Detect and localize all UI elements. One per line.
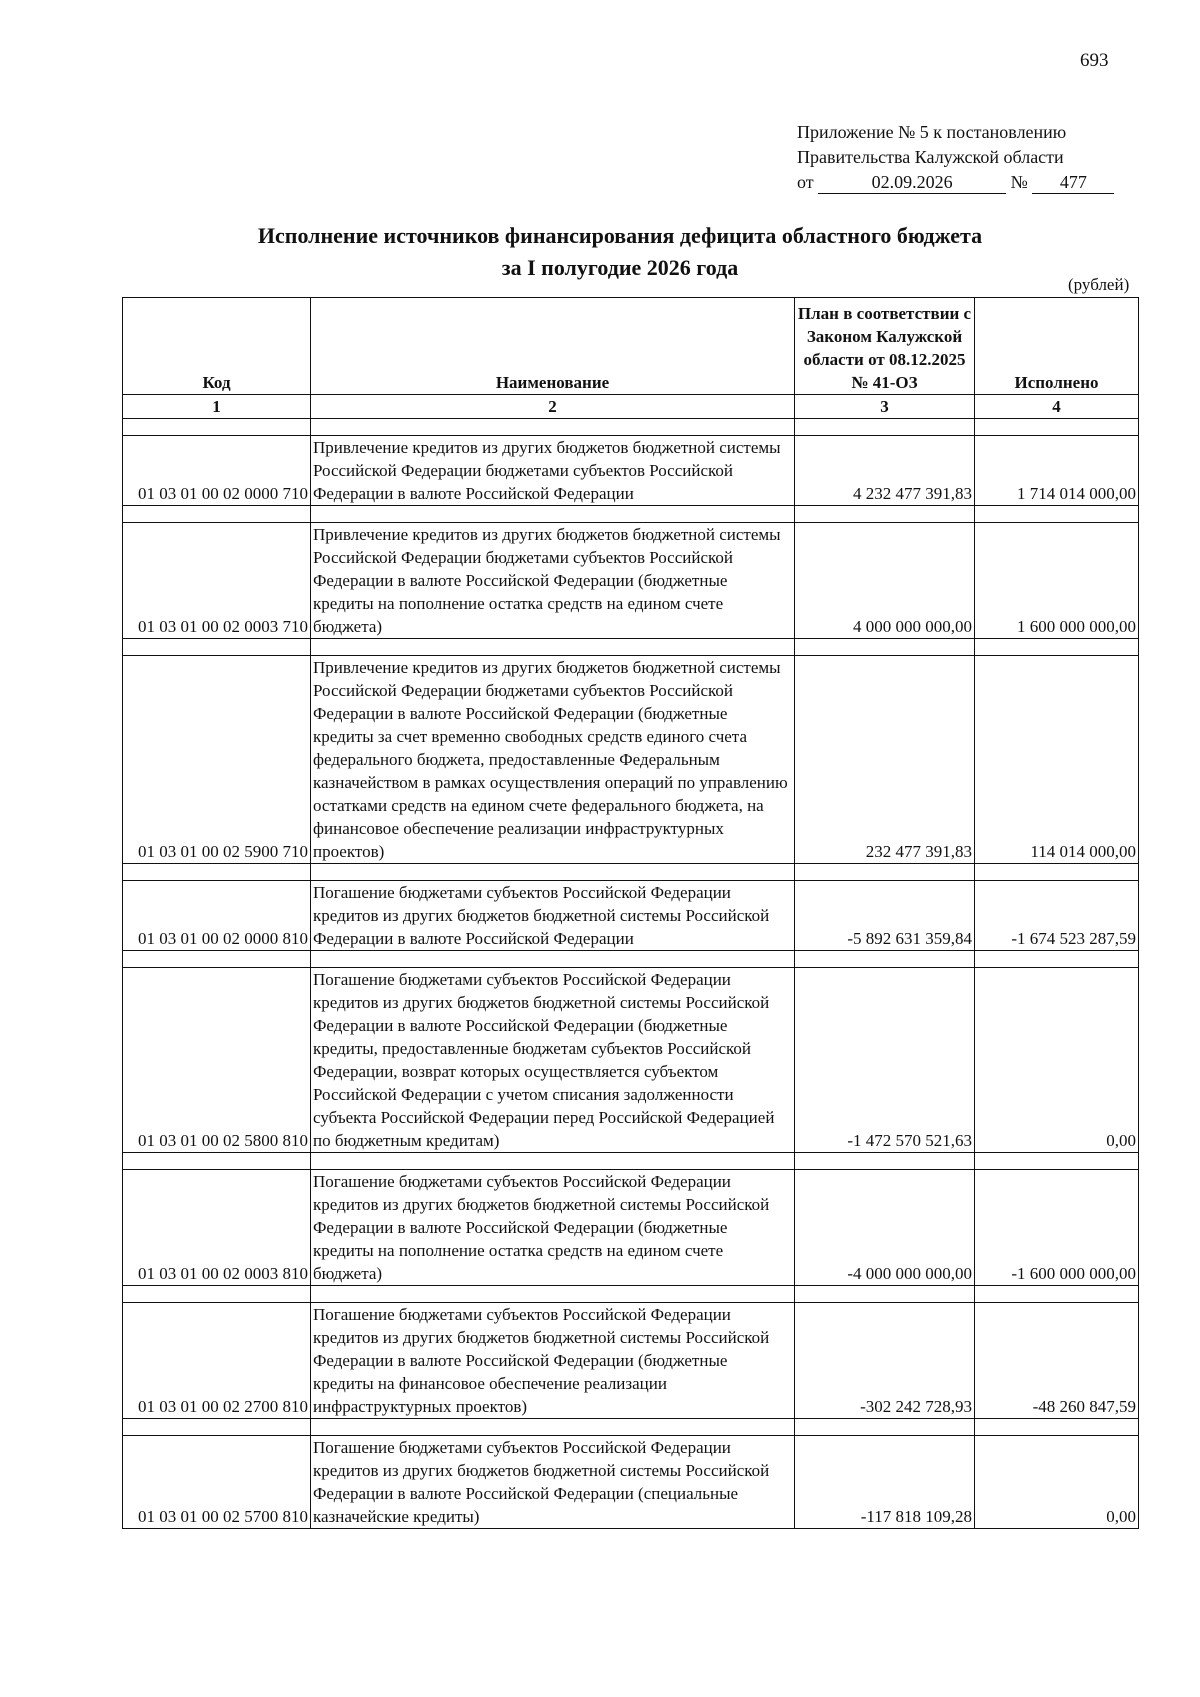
spacer-cell <box>311 639 795 656</box>
units-label: (рублей) <box>1068 275 1130 294</box>
executed-cell: -48 260 847,59 <box>975 1303 1139 1419</box>
plan-cell: 232 477 391,83 <box>795 656 975 864</box>
appendix-date: 02.09.2026 <box>818 171 1006 194</box>
table-row <box>123 968 1139 1153</box>
spacer-cell <box>123 1286 311 1303</box>
spacer-row <box>123 864 1139 881</box>
column-number: 4 <box>975 395 1139 419</box>
code-cell: 01 03 01 00 02 5900 710 <box>123 656 311 864</box>
spacer-cell <box>123 951 311 968</box>
table-header-row <box>123 298 1139 395</box>
executed-cell: -1 600 000 000,00 <box>975 1170 1139 1286</box>
spacer-cell <box>795 506 975 523</box>
appendix-block <box>797 120 1114 195</box>
name-cell: Погашение бюджетами субъектов Российской Федерации кредитов из других бюджетов бюджетной системы Российской Федерации в валюте Российской Федерации <box>311 881 795 951</box>
table-row <box>123 656 1139 864</box>
code-cell: 01 03 01 00 02 0003 710 <box>123 523 311 639</box>
spacer-cell <box>795 951 975 968</box>
plan-cell: -4 000 000 000,00 <box>795 1170 975 1286</box>
plan-cell: -302 242 728,93 <box>795 1303 975 1419</box>
column-number: 2 <box>311 395 795 419</box>
table-row <box>123 881 1139 951</box>
header-name: Наименование <box>311 298 795 395</box>
spacer-row <box>123 951 1139 968</box>
spacer-row <box>123 1286 1139 1303</box>
spacer-row <box>123 1419 1139 1436</box>
name-cell: Погашение бюджетами субъектов Российской Федерации кредитов из других бюджетов бюджетной системы Российской Федерации в валюте Российской Федерации (бюджетные кредиты на финансовое обеспечение реализации инфраструктурных проектов) <box>311 1303 795 1419</box>
plan-cell: 4 000 000 000,00 <box>795 523 975 639</box>
spacer-cell <box>311 864 795 881</box>
header-plan: План в соответствии с Законом Калужской области от 08.12.2025 № 41-ОЗ <box>795 298 975 395</box>
code-cell: 01 03 01 00 02 5700 810 <box>123 1436 311 1529</box>
spacer-cell <box>311 506 795 523</box>
name-cell: Привлечение кредитов из других бюджетов бюджетной системы Российской Федерации бюджетами субъектов Российской Федерации в валюте Российской Федерации (бюджетные кредиты на пополнение остатка средств на едином счете бюджета) <box>311 523 795 639</box>
executed-cell: 0,00 <box>975 1436 1139 1529</box>
spacer-cell <box>975 951 1139 968</box>
spacer-cell <box>975 506 1139 523</box>
title-line-1: Исполнение источников финансирования дефицита областного бюджета <box>257 223 983 248</box>
spacer-cell <box>311 1419 795 1436</box>
spacer-cell <box>123 419 311 436</box>
spacer-cell <box>975 1419 1139 1436</box>
name-cell: Погашение бюджетами субъектов Российской Федерации кредитов из других бюджетов бюджетной системы Российской Федерации в валюте Российской Федерации (специальные казначейские кредиты) <box>311 1436 795 1529</box>
spacer-row <box>123 639 1139 656</box>
executed-cell: -1 674 523 287,59 <box>975 881 1139 951</box>
code-cell: 01 03 01 00 02 0003 810 <box>123 1170 311 1286</box>
executed-cell: 1 714 014 000,00 <box>975 436 1139 506</box>
executed-cell: 114 014 000,00 <box>975 656 1139 864</box>
name-cell: Привлечение кредитов из других бюджетов бюджетной системы Российской Федерации бюджетами субъектов Российской Федерации в валюте Российской Федерации <box>311 436 795 506</box>
spacer-cell <box>311 951 795 968</box>
table-row <box>123 523 1139 639</box>
spacer-cell <box>795 1153 975 1170</box>
executed-cell: 0,00 <box>975 968 1139 1153</box>
spacer-row <box>123 506 1139 523</box>
page-number: 693 <box>1080 50 1109 71</box>
plan-cell: -1 472 570 521,63 <box>795 968 975 1153</box>
appendix-from-label: от <box>797 172 814 192</box>
spacer-cell <box>123 639 311 656</box>
spacer-cell <box>795 1419 975 1436</box>
table-row <box>123 1436 1139 1529</box>
spacer-cell <box>123 1419 311 1436</box>
spacer-row <box>123 1153 1139 1170</box>
spacer-cell <box>975 864 1139 881</box>
code-cell: 01 03 01 00 02 2700 810 <box>123 1303 311 1419</box>
column-number: 1 <box>123 395 311 419</box>
column-number: 3 <box>795 395 975 419</box>
title-line-2: за I полугодие 2026 года <box>501 255 739 280</box>
name-cell: Привлечение кредитов из других бюджетов бюджетной системы Российской Федерации бюджетами субъектов Российской Федерации в валюте Российской Федерации (бюджетные кредиты за счет временно свободных средств единого счета федерального бюджета, предоставленные Федеральным казначейством в рамках осуществления операций по управлению остатками средств на едином счете федерального бюджета, на финансовое обеспечение реализации инфраструктурных проектов) <box>311 656 795 864</box>
code-cell: 01 03 01 00 02 0000 710 <box>123 436 311 506</box>
appendix-number-label: № <box>1010 172 1028 192</box>
name-cell: Погашение бюджетами субъектов Российской Федерации кредитов из других бюджетов бюджетной системы Российской Федерации в валюте Российской Федерации (бюджетные кредиты, предоставленные бюджетам субъектов Российской Федерации, возврат которых осуществляется субъектом Российской Федерации с учетом списания задолженности субъекта Российской Федерации перед Российской Федерацией по бюджетным кредитам) <box>311 968 795 1153</box>
table-row <box>123 1303 1139 1419</box>
financing-table <box>122 297 1139 1529</box>
page-title <box>120 220 1120 284</box>
header-code: Код <box>123 298 311 395</box>
appendix-line-2: Правительства Калужской области <box>797 147 1064 167</box>
spacer-cell <box>795 864 975 881</box>
plan-cell: -5 892 631 359,84 <box>795 881 975 951</box>
spacer-cell <box>123 864 311 881</box>
code-cell: 01 03 01 00 02 0000 810 <box>123 881 311 951</box>
header-executed: Исполнено <box>975 298 1139 395</box>
name-cell: Погашение бюджетами субъектов Российской Федерации кредитов из других бюджетов бюджетной системы Российской Федерации в валюте Российской Федерации (бюджетные кредиты на пополнение остатка средств на едином счете бюджета) <box>311 1170 795 1286</box>
table-row <box>123 436 1139 506</box>
plan-cell: 4 232 477 391,83 <box>795 436 975 506</box>
appendix-line-1: Приложение № 5 к постановлению <box>797 122 1067 142</box>
executed-cell: 1 600 000 000,00 <box>975 523 1139 639</box>
table-row <box>123 1170 1139 1286</box>
appendix-line-3 <box>797 170 1114 195</box>
spacer-row <box>123 419 1139 436</box>
spacer-cell <box>975 1286 1139 1303</box>
spacer-cell <box>311 1286 795 1303</box>
spacer-cell <box>975 1153 1139 1170</box>
spacer-cell <box>311 1153 795 1170</box>
spacer-cell <box>975 419 1139 436</box>
code-cell: 01 03 01 00 02 5800 810 <box>123 968 311 1153</box>
column-number-row <box>123 395 1139 419</box>
spacer-cell <box>123 506 311 523</box>
spacer-cell <box>123 1153 311 1170</box>
appendix-number: 477 <box>1032 171 1114 194</box>
spacer-cell <box>311 419 795 436</box>
spacer-cell <box>795 639 975 656</box>
plan-cell: -117 818 109,28 <box>795 1436 975 1529</box>
spacer-cell <box>795 419 975 436</box>
spacer-cell <box>795 1286 975 1303</box>
spacer-cell <box>975 639 1139 656</box>
